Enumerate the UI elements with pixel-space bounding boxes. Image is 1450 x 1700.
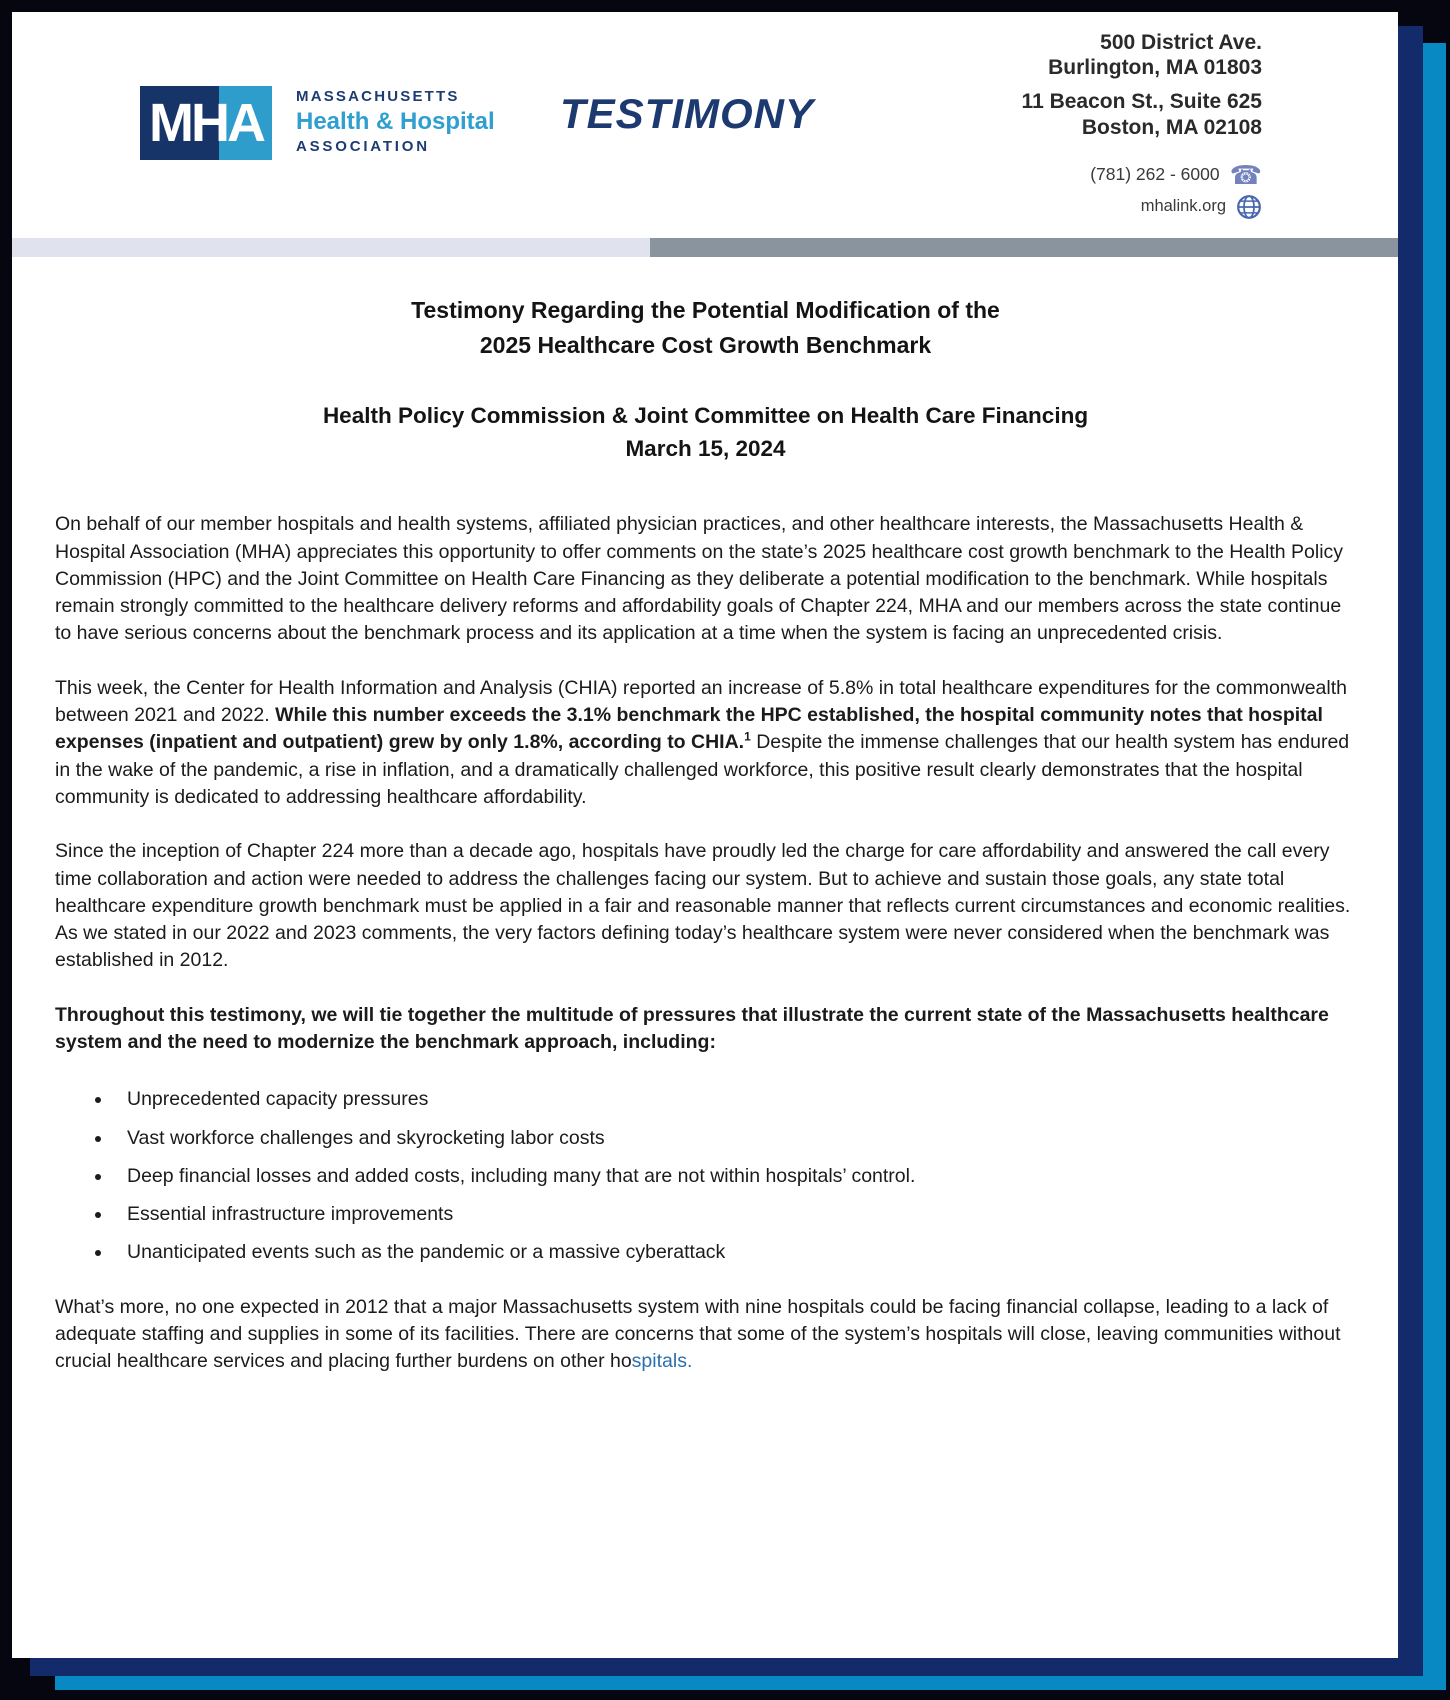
globe-icon: [1236, 194, 1262, 220]
divider-segment-dark: [650, 238, 1398, 257]
title-line-2: 2025 Healthcare Cost Growth Benchmark: [479, 331, 932, 358]
mha-logo-letters: MHA: [149, 93, 263, 153]
paragraph: [55, 1002, 1356, 1057]
bullet-list: [55, 1086, 1356, 1266]
text-run: 1: [744, 729, 751, 744]
text-run: spitals.: [631, 1350, 693, 1373]
document-body: [55, 511, 1356, 1375]
divider-segment-light: [12, 238, 650, 257]
bullet-item: • Vast workforce challenges and skyrocketing labor costs: [113, 1125, 1356, 1152]
header-divider: [12, 238, 1398, 257]
address-street-2: 11 Beacon St., Suite 625: [1021, 90, 1262, 114]
text-run: Throughout this testimony, we will tie together the multitude of pressures that illustrate the current state of the Massachusetts healthcare system and the need to modernize the benchmark approach, including:: [55, 1003, 1329, 1053]
bullet-item: • Unanticipated events such as the pandemic or a massive cyberattack: [113, 1239, 1356, 1266]
text-run: While this number exceeds the 3.1% benchmark the HPC established, the hospital community notes that hospital expenses (inpatient and outpatient) grew by only 1.8%, according to CHIA.: [55, 704, 1323, 754]
mha-logo-wordmark: [296, 86, 495, 155]
paragraph: [55, 675, 1356, 811]
text-run: On behalf of our member hospitals and health systems, affiliated physician practices, and other healthcare interests, the Massachusetts Health & Hospital Association (MHA) appreciates this opportunity to offer comments on the state’s 2025 healthcare cost growth benchmark to the Health Policy Commission (HPC) and the Joint Committee on Health Care Financing as they deliberate a potential modification to the benchmark. While hospitals remain strongly committed to the healthcare delivery reforms and affordability goals of Chapter 224, MHA and our members across the state continue to have serious concerns about the benchmark process and its application at a time when the system is facing an unprecedented crisis.: [55, 513, 1344, 645]
document-content: [12, 257, 1398, 1376]
paragraph: [55, 1294, 1356, 1376]
document-subtitle: [55, 400, 1356, 465]
address-city-1: Burlington, MA 01803: [1048, 56, 1262, 80]
phone-number: (781) 262 - 6000: [1090, 164, 1220, 185]
bullet-item: • Unprecedented capacity pressures: [113, 1086, 1356, 1113]
bullet-item: • Deep financial losses and added costs, including many that are not within hospitals’ control.: [113, 1163, 1356, 1190]
subtitle-line-1: Health Policy Commission & Joint Committee on Health Care Financing: [322, 403, 1089, 428]
logo-line-health-hospital: Health & Hospital: [296, 108, 495, 135]
bullet-item: • Essential infrastructure improvements: [113, 1201, 1356, 1228]
website-url: mhalink.org: [1140, 197, 1226, 216]
text-run: Despite the immense challenges that our health system has endured in the wake of the pandemic, a rise in inflation, and a dramatically challenged workforce, this positive result clearly demonstrates that the hospital community is dedicated to addressing healthcare affordability.: [55, 731, 1350, 808]
phone-icon: ☎: [1229, 159, 1262, 190]
paragraph: [55, 511, 1356, 647]
address-street-1: 500 District Ave.: [1100, 31, 1262, 54]
paragraph: [55, 838, 1356, 974]
subtitle-line-2: March 15, 2024: [625, 435, 786, 461]
mha-logo: [140, 86, 495, 160]
address-city-2: Boston, MA 02108: [1081, 115, 1262, 139]
letterhead: [12, 12, 1398, 238]
text-run: This week, the Center for Health Information and Analysis (CHIA) reported an increase of 5.8% in total healthcare expenditures for the commonwealth between 2021 and 2022.: [55, 676, 1347, 727]
document-title: [55, 293, 1356, 362]
logo-line-association: ASSOCIATION: [296, 138, 430, 155]
letterhead-address-block: [1022, 30, 1262, 220]
testimony-label: TESTIMONY: [560, 90, 815, 137]
title-line-1: Testimony Regarding the Potential Modification of the: [411, 297, 1000, 323]
text-run: Since the inception of Chapter 224 more than a decade ago, hospitals have proudly led the charge for care affordability and answered the call every time collaboration and action were needed to address the challenges facing our system. But to achieve and sustain those goals, any state total healthcare expenditure growth benchmark must be applied in a fair and reasonable manner that reflects current circumstances and economic realities. As we stated in our 2022 and 2023 comments, the very factors defining today’s healthcare system were never considered when the benchmark was established in 2012.: [55, 840, 1351, 972]
logo-line-massachusetts: MASSACHUSETTS: [296, 88, 460, 105]
mha-logo-mark: [140, 86, 272, 160]
text-run: What’s more, no one expected in 2012 that a major Massachusetts system with nine hospitals could be facing financial collapse, leading to a lack of adequate staffing and supplies in some of its facilities. There are concerns that some of the system’s hospitals will close, leaving communities without crucial healthcare services and placing further burdens on other ho: [55, 1295, 1341, 1373]
document-page: [12, 12, 1398, 1658]
